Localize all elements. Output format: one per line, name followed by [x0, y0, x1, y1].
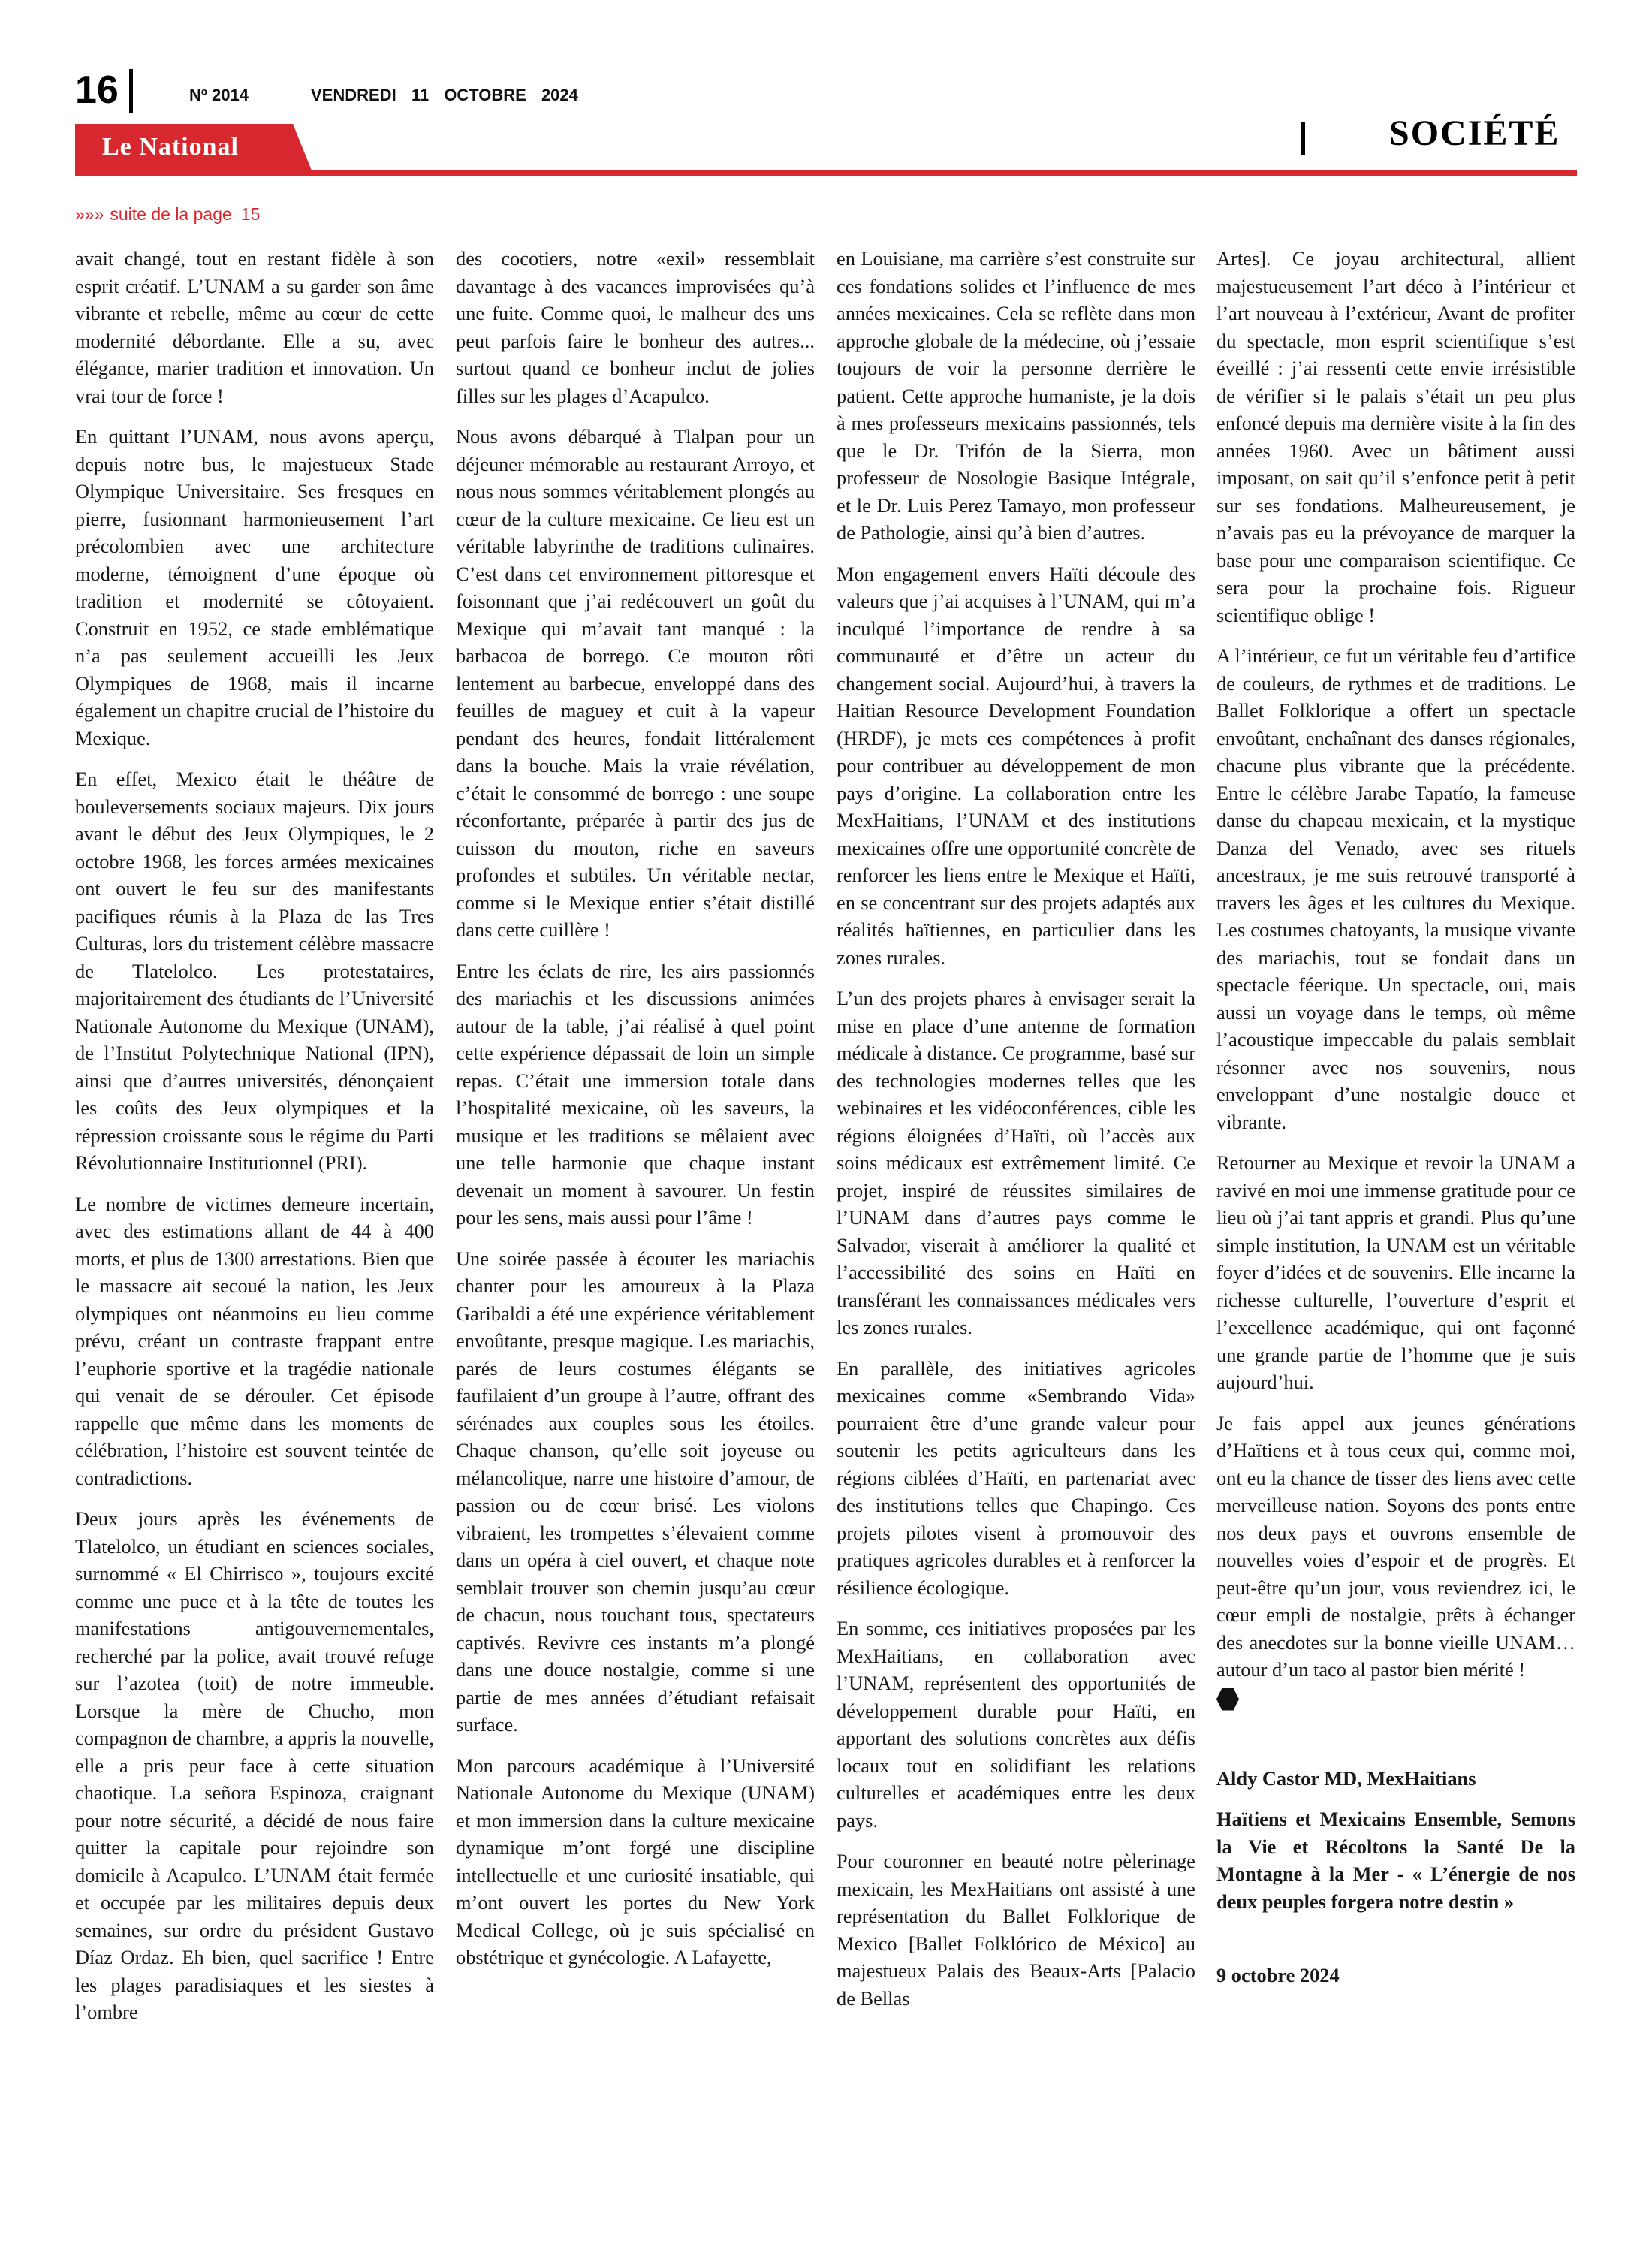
article-column-4: [1216, 245, 1575, 1989]
paragraph: Entre les éclats de rire, les airs passionnés des mariachis et les discussions animées autour de la table, j’ai réalisé à quel point cette expérience dépassait de loin un simple repas. C’était une immersion totale dans l’hospitalité mexicaine, où les saveurs, la musique et les traditions se mêlaient avec une telle harmonie que chaque instant devenait un moment à savourer. Un festin pour les sens, mais aussi pour l’âme !: [456, 959, 815, 1229]
paragraph: en Louisiane, ma carrière s’est construite sur ces fondations solides et l’influence de mes années mexicaines. Cela se reflète dans mon approche globale de la médecine, où j’essaie toujours de voir la personne derrière le patient. Cette approche humaniste, je la dois à mes professeurs mexicains passionnés, tels que le Dr. Trifón de la Sierra, mon professeur de Nosologie Basique Intégrale, et le Dr. Luis Perez Tamayo, mon professeur de Pathologie, ainsi qu’à bien d’autres.: [837, 247, 1195, 544]
section-title: SOCIÉTÉ: [1389, 113, 1560, 153]
article-column-3: [837, 245, 1195, 2025]
author-signature: Aldy Castor MD, MexHaitians: [1216, 1766, 1476, 1790]
paragraph: En effet, Mexico était le théâtre de bouleversements sociaux majeurs. Dix jours avant le début des Jeux Olympiques, le 2 octobre 1968, les forces armées mexicaines ont ouvert le feu sur des manifestants pacifiques réunis à la Plaza de las Tres Culturas, lors du tristement célèbre massacre de Tlatelolco. Les protestataires, majoritairement des étudiants de l’Université Nationale Autonome du Mexique (UNAM), de l’Institut Polytechnique National (IPN), ainsi que d’autres universités, dénonçaient les coûts des Jeux olympiques et la répression croissante sous le régime du Parti Révolutionnaire Institutionnel (PRI).: [75, 768, 434, 1174]
date-year: 2024: [541, 86, 578, 104]
issue-number: Nº 2014: [189, 86, 249, 104]
paragraph: Artes]. Ce joyau architectural, allient majestueusement l’art déco à l’intérieur et l’art nouveau à l’extérieur, Avant de profiter du spectacle, mon esprit scientifique s’est éveillé : j’ai ressenti cette envie irrésistible de vérifier si le palais s’était un peu plus enfoncé depuis ma dernière visite à la fin des années 1960. Avec un bâtiment aussi imposant, on sait qu’il s’enfonce petit à petit sur ses fondations. Malheureusement, je n’avais pas eu la prévoyance de marquer la base pour une comparaison scientifique. Ce sera pour la prochaine fois. Rigueur scientifique oblige !: [1216, 247, 1575, 626]
continued-page: 15: [240, 204, 261, 224]
masthead-band: [75, 124, 1577, 176]
paragraph: En somme, ces initiatives proposées par les MexHaitians, en collaboration avec l’UNAM, représentent des opportunités de développement durable pour Haïti, en apportant des solutions concrètes aux défis locaux tout en solidifiant les relations culturelles et académiques entre les deux pays.: [837, 1617, 1195, 1832]
date-day: 11: [411, 86, 430, 104]
paragraph: Deux jours après les événements de Tlatelolco, un étudiant en sciences sociales, surnommé « El Chirrisco », toujours excité comme une puce et à la tête de toutes les manifestations antigouvernementales, recherché par la police, avait trouvé refuge sur l’azotea (toit) de notre immeuble. Lorsque la mère de Chucho, mon compagnon de chambre, a appris la nouvelle, elle a pris peur face à cette situation chaotique. La señora Espinoza, craignant pour notre sécurité, a décidé de nous faire quitter la capitale pour rejoindre son domicile à Acapulco. L’UNAM était fermée et occupée par les militaires depuis deux semaines, sur ordre du président Gustavo Díaz Ordaz. Eh bien, quel sacrifice ! Entre les plages paradisiaques et les siestes à l’ombre: [75, 1507, 434, 2023]
header-divider: [129, 69, 133, 113]
end-of-article-icon: [1216, 1688, 1239, 1711]
paragraph: Pour couronner en beauté notre pèlerinage mexicain, les MexHaitians ont assisté à une représentation du Ballet Folklorique de Mexico [Ballet Folklórico de México] au majestueux Palais des Beaux-Arts [Palacio de Bellas: [837, 1850, 1195, 2010]
author-motto: Haïtiens et Mexicains Ensemble, Semons la Vie et Récoltons la Santé De la Montagne à la Mer - « L’énergie de nos deux peuples forgera notre destin »: [1216, 1808, 1575, 1913]
article-column-1: [75, 245, 434, 2040]
paragraph: Nous avons débarqué à Tlalpan pour un déjeuner mémorable au restaurant Arroyo, et nous nous sommes véritablement plongés au cœur de la culture mexicaine. Ce lieu est un véritable labyrinthe de traditions culinaires. C’est dans cet environnement pittoresque et foisonnant que j’ai redécouvert un goût du Mexique qui m’avait tant manqué : la barbacoa de borrego. Ce mouton rôti lentement au barbecue, enveloppé dans des feuilles de maguey et cuit à la vapeur pendant des heures, fondait littéralement dans la bouche. Mais la vraie révélation, c’était le consommé de borrego : une soupe réconfortante, préparée à partir des jus de cuisson du mouton, riche en saveurs profondes et subtiles. Un véritable nectar, comme si le Mexique entier s’était distillé dans cette cuillère !: [456, 425, 815, 941]
continued-from: [75, 204, 260, 225]
paragraph: Le nombre de victimes demeure incertain, avec des estimations allant de 44 à 400 morts, et plus de 1300 arrestations. Bien que le massacre ait secoué la nation, les Jeux olympiques ont néanmoins eu lieu comme prévu, créant un contraste frappant entre l’euphorie sportive et la tragédie nationale qui venait de se dérouler. Cet épisode rappelle que même dans les moments de célébration, l’histoire est souvent teintée de contradictions.: [75, 1192, 434, 1489]
continued-arrows: »»»: [75, 204, 104, 224]
date-weekday: VENDREDI: [311, 86, 396, 104]
paragraph: des cocotiers, notre «exil» ressemblait davantage à des vacances improvisées qu’à une fuite. Comme quoi, le malheur des uns peut parfois faire le bonheur des autres... surtout quand ce bonheur inclut de jolies filles sur les plages d’Acapulco.: [456, 247, 815, 407]
article-date: 9 octobre 2024: [1216, 1964, 1340, 1986]
paragraph: Je fais appel aux jeunes générations d’Haïtiens et à tous ceux qui, comme moi, ont eu la chance de tisser des liens avec cette merveilleuse nation. Soyons des ponts entre nos deux pays et ouvrons ensemble de nouvelles voies d’espoir et de progrès. Et peut-être qu’un jour, vous reviendrez ici, le cœur empli de nostalgie, prêts à échanger des anecdotes sur la bonne vieille UNAM… autour d’un taco al pastor bien mérité !: [1216, 1411, 1575, 1681]
date-month: OCTOBRE: [444, 86, 526, 104]
section-divider: [1301, 122, 1305, 155]
issue-date: [311, 86, 578, 105]
paragraph: L’un des projets phares à envisager serait la mise en place d’une antenne de formation médicale à distance. Ce programme, basé sur des technologies modernes telles que les webinaires et les vidéoconférences, cible les régions éloignées d’Haïti, où l’accès aux soins médicaux est extrêmement limité. Ce projet, inspiré de réussites similaires de l’UNAM dans d’autres pays comme le Salvador, viserait à améliorer la qualité et l’accessibilité des soins en Haïti en transférant les connaissances médicales vers les zones rurales.: [837, 987, 1195, 1338]
continued-label: suite de la page: [110, 204, 232, 224]
paragraph: Mon parcours académique à l’Université Nationale Autonome du Mexique (UNAM) et mon immersion dans la culture mexicaine dynamique m’ont forgé une discipline intellectuelle et une curiosité insatiable, qui m’ont ouvert les portes du New York Medical College, où je suis spécialisé en obstétrique et gynécologie. A Lafayette,: [456, 1754, 815, 1968]
page-number: 16: [75, 68, 119, 112]
paragraph: En parallèle, des initiatives agricoles mexicaines comme «Sembrando Vida» pourraient être d’une grande valeur pour soutenir les petits agriculteurs dans les régions ciblées d’Haïti, en partenariat avec des institutions telles que Chapingo. Ces projets pilotes visent à promouvoir des pratiques agricoles durables et à renforcer la résilience écologique.: [837, 1356, 1195, 1599]
paragraph: avait changé, tout en restant fidèle à son esprit créatif. L’UNAM a su garder son âme vibrante et rebelle, même au cœur de cette modernité débordante. Elle a su, avec élégance, marier tradition et innovation. Un vrai tour de force !: [75, 247, 434, 407]
paragraph: En quittant l’UNAM, nous avons aperçu, depuis notre bus, le majestueux Stade Olympique Universitaire. Ses fresques en pierre, fusionnant harmonieusement l’art précolombien avec une architecture moderne, témoignent d’une époque où tradition et modernité se côtoyaient. Construit en 1952, ce stade emblématique n’a pas seulement accueilli les Jeux Olympiques de 1968, mais il incarne également un chapitre crucial de l’histoire du Mexique.: [75, 425, 434, 749]
brand-name: Le National: [102, 133, 239, 161]
paragraph: Retourner au Mexique et revoir la UNAM a ravivé en moi une immense gratitude pour ce lieu où j’ai tant appris et grandi. Plus qu’une simple institution, la UNAM est un véritable foyer d’idées et de souvenirs. Elle incarne la richesse culturelle, l’ouverture d’esprit et l’excellence académique, qui ont façonné une grande partie de l’homme que je suis aujourd’hui.: [1216, 1151, 1575, 1393]
paragraph: Une soirée passée à écouter les mariachis chanter pour les amoureux à la Plaza Garibaldi a été une expérience véritablement envoûtante, presque magique. Les mariachis, parés de leurs costumes élégants se faufilaient d’un groupe à l’autre, offrant des sérénades aux couples sous les étoiles. Chaque chanson, qu’elle soit joyeuse ou mélancolique, narre une histoire d’amour, de passion ou de cœur brisé. Les violons vibraient, les trompettes s’élevaient comme dans un opéra à ciel ouvert, et chaque note semblait trouver son chemin jusqu’au cœur de chacun, nous touchant tous, spectateurs captivés. Revivre ces instants m’a plongé dans une douce nostalgie, comme si une partie de mes années d’étudiant refaisait surface.: [456, 1247, 815, 1736]
paragraph: A l’intérieur, ce fut un véritable feu d’artifice de couleurs, de rythmes et de traditions. Le Ballet Folklorique a offert un spectacle envoûtant, enchaînant des danses régionales, chacune plus vibrante que la précédente. Entre le célèbre Jarabe Tapatío, la fameuse danse du chapeau mexicain, et la mystique Danza del Venado, avec ses rituels ancestraux, je me suis retrouvé transporté à travers les âges et les cultures du Mexique. Les costumes chatoyants, la musique vivante des mariachis, tout se fondait dans un spectacle féerique. Un spectacle, oui, mais aussi un voyage dans le temps, où même l’acoustique impeccable du palais semblait résonner avec nos souvenirs, nous enveloppant d’une nostalgie douce et vibrante.: [1216, 644, 1575, 1133]
red-rule: [75, 170, 1577, 176]
article-column-2: [456, 245, 815, 1985]
paragraph: Mon engagement envers Haïti découle des valeurs que j’ai acquises à l’UNAM, qui m’a inculqué l’importance de rendre à sa communauté et d’être un acteur du changement social. Aujourd’hui, à travers la Haitian Resource Development Foundation (HRDF), je mets ces compétences à profit pour contribuer au développement de mon pays d’origine. La collaboration entre les MexHaitians, l’UNAM et des institutions mexicaines offre une opportunité concrète de renforcer les liens entre le Mexique et Haïti, en se concentrant sur des projets adaptés aux réalités haïtiennes, en particulier dans les zones rurales.: [837, 562, 1195, 969]
